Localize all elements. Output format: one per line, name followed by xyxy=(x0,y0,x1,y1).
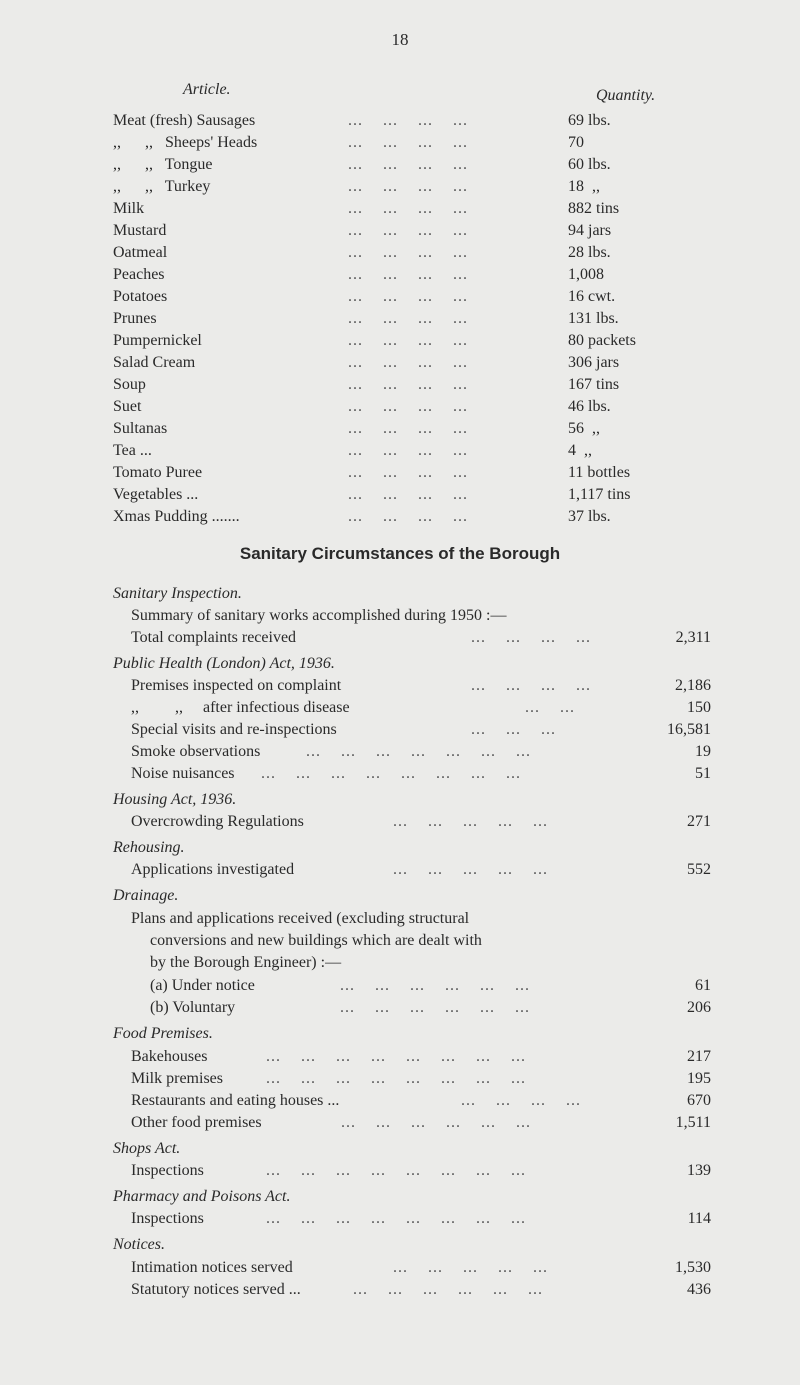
stat-label: Bakehouses xyxy=(131,1048,208,1065)
article-column-header: Article. xyxy=(183,81,231,98)
quantity-column-header: Quantity. xyxy=(596,87,656,104)
stat-label: Inspections xyxy=(131,1162,204,1179)
article-row: Salad Cream ... ... ... ... 306 jars xyxy=(113,352,713,374)
article-name: Prunes xyxy=(113,310,157,327)
shops-act-heading: Shops Act. xyxy=(113,1140,181,1157)
stat-label: Total complaints received xyxy=(131,629,297,646)
stat-value: 206 xyxy=(687,999,711,1016)
article-quantity: 11 bottles xyxy=(568,464,631,481)
stat-row: Total complaints received ... ... ... ... 2,311 xyxy=(131,627,711,649)
article-quantity: 306 jars xyxy=(568,354,620,371)
pharmacy-heading: Pharmacy and Poisons Act. xyxy=(113,1188,291,1205)
stat-row: ,, ,, after infectious disease ... ... 150 xyxy=(131,697,711,719)
stat-row: Statutory notices served ... ... ... ... ... ... ... 436 xyxy=(131,1279,711,1301)
stat-row: Premises inspected on complaint ... ... ... ... 2,186 xyxy=(131,675,711,697)
stat-row: (b) Voluntary ... ... ... ... ... ... 206 xyxy=(150,997,711,1019)
stat-label: Other food premises xyxy=(131,1114,262,1131)
housing-heading: Housing Act, 1936. xyxy=(113,791,237,808)
stat-row: Applications investigated ... ... ... ... ... 552 xyxy=(131,859,711,881)
article-name: Vegetables ... xyxy=(113,486,199,503)
section-title: Sanitary Circumstances of the Borough xyxy=(239,544,561,563)
stat-row: Milk premises ... ... ... ... ... ... ... ... 195 xyxy=(131,1068,711,1090)
article-quantity: 28 lbs. xyxy=(568,244,611,261)
article-name: Oatmeal xyxy=(113,244,168,261)
article-name: Tea ... xyxy=(113,442,152,459)
stat-value: 114 xyxy=(687,1210,711,1227)
stat-value: 552 xyxy=(687,861,711,878)
summary-line: Summary of sanitary works accomplished during 1950 :— xyxy=(131,607,507,624)
sanitary-inspection-heading: Sanitary Inspection. xyxy=(113,585,242,602)
article-quantity: 94 jars xyxy=(568,222,612,239)
stat-label: Restaurants and eating houses ... xyxy=(131,1092,340,1109)
article-quantity: 60 lbs. xyxy=(568,156,611,173)
article-name: Mustard xyxy=(113,222,167,239)
article-row: Sultanas ... ... ... ... 56 ,, xyxy=(113,418,713,440)
article-quantity: 46 lbs. xyxy=(568,398,611,415)
stat-row: Smoke observations ... ... ... ... ... ... ... 19 xyxy=(131,741,711,763)
article-name: Milk xyxy=(113,200,145,217)
stat-value: 19 xyxy=(695,743,711,760)
article-row: Prunes ... ... ... ... 131 lbs. xyxy=(113,308,713,330)
article-name: Potatoes xyxy=(113,288,168,305)
article-quantity: 1,008 xyxy=(568,266,604,283)
article-quantity: 1,117 tins xyxy=(568,486,631,503)
stat-label: Smoke observations xyxy=(131,743,261,760)
stat-row: Inspections ... ... ... ... ... ... ... ... 139 xyxy=(131,1160,711,1182)
article-name: ,, ,, Tongue xyxy=(113,156,213,173)
stat-row: Other food premises ... ... ... ... ... ... 1,511 xyxy=(131,1112,711,1134)
drainage-text-line: by the Borough Engineer) :— xyxy=(150,954,342,971)
stat-value: 670 xyxy=(687,1092,711,1109)
stat-value: 1,530 xyxy=(675,1259,711,1276)
article-name: Meat (fresh) Sausages xyxy=(113,112,256,129)
stat-label: (a) Under notice xyxy=(150,977,255,994)
article-quantity: 882 tins xyxy=(568,200,620,217)
article-name: Sultanas xyxy=(113,420,168,437)
stat-row: Intimation notices served ... ... ... ... ... 1,530 xyxy=(131,1257,711,1279)
stat-value: 16,581 xyxy=(667,721,711,738)
article-quantity: 4 ,, xyxy=(568,442,592,459)
stat-label: (b) Voluntary xyxy=(150,999,236,1016)
public-health-heading: Public Health (London) Act, 1936. xyxy=(113,655,335,672)
article-row: Mustard ... ... ... ... 94 jars xyxy=(113,220,713,242)
stat-label: Overcrowding Regulations xyxy=(131,813,304,830)
article-row: Pumpernickel ... ... ... ... 80 packets xyxy=(113,330,713,352)
stat-value: 61 xyxy=(695,977,711,994)
article-quantity: 56 ,, xyxy=(568,420,600,437)
stat-label: Premises inspected on complaint xyxy=(131,677,342,694)
stat-value: 2,186 xyxy=(675,677,711,694)
notices-heading: Notices. xyxy=(113,1236,165,1253)
stat-row: Overcrowding Regulations ... ... ... ... ... 271 xyxy=(131,811,711,833)
article-quantity: 131 lbs. xyxy=(568,310,619,327)
article-name: ,, ,, Sheeps' Heads xyxy=(113,134,258,151)
stat-row: Inspections ... ... ... ... ... ... ... ... 114 xyxy=(131,1208,711,1230)
stat-row: Noise nuisances ... ... ... ... ... ... ... ... 51 xyxy=(131,763,711,785)
article-name: Pumpernickel xyxy=(113,332,202,349)
article-quantity: 16 cwt. xyxy=(568,288,616,305)
stat-value: 217 xyxy=(687,1048,711,1065)
article-row: ,, ,, Sheeps' Heads ... ... ... ... 70 xyxy=(113,132,713,154)
article-row: Tea ... ... ... ... ... 4 ,, xyxy=(113,440,713,462)
stat-label: Inspections xyxy=(131,1210,204,1227)
article-quantity: 80 packets xyxy=(568,332,636,349)
article-name: Tomato Puree xyxy=(113,464,203,481)
stat-value: 2,311 xyxy=(675,629,711,646)
food-premises-heading: Food Premises. xyxy=(113,1025,213,1042)
stat-label: Statutory notices served ... xyxy=(131,1281,301,1298)
article-row: Oatmeal ... ... ... ... 28 lbs. xyxy=(113,242,713,264)
article-row: ,, ,, Turkey ... ... ... ... 18 ,, xyxy=(113,176,713,198)
stat-label: Milk premises xyxy=(131,1070,223,1087)
article-quantity: 167 tins xyxy=(568,376,620,393)
stat-label: Noise nuisances xyxy=(131,765,235,782)
stat-row: Bakehouses ... ... ... ... ... ... ... ... 217 xyxy=(131,1046,711,1068)
stat-label: Applications investigated xyxy=(131,861,295,878)
stat-label: Intimation notices served xyxy=(131,1259,293,1276)
article-name: Suet xyxy=(113,398,142,415)
article-name: Xmas Pudding ....... xyxy=(113,508,240,525)
stat-value: 139 xyxy=(687,1162,711,1179)
article-quantity: 37 lbs. xyxy=(568,508,611,525)
stat-value: 1,511 xyxy=(675,1114,711,1131)
drainage-text-line: Plans and applications received (excluding structural xyxy=(131,910,470,927)
article-row: Suet ... ... ... ... 46 lbs. xyxy=(113,396,713,418)
article-row: Xmas Pudding ....... ... ... ... ... 37 lbs. xyxy=(113,506,713,528)
article-row: Soup ... ... ... ... 167 tins xyxy=(113,374,713,396)
stat-value: 150 xyxy=(687,699,711,716)
article-row: Milk ... ... ... ... 882 tins xyxy=(113,198,713,220)
article-row: Tomato Puree ... ... ... ... 11 bottles xyxy=(113,462,713,484)
stat-value: 271 xyxy=(687,813,711,830)
article-name: ,, ,, Turkey xyxy=(113,178,211,195)
page-number: 18 xyxy=(391,30,409,49)
article-name: Soup xyxy=(113,376,146,393)
stat-label: ,, ,, after infectious disease xyxy=(131,699,350,716)
rehousing-heading: Rehousing. xyxy=(113,839,185,856)
article-quantity: 69 lbs. xyxy=(568,112,611,129)
stat-row: (a) Under notice ... ... ... ... ... ... 61 xyxy=(150,975,711,997)
article-row: ,, ,, Tongue ... ... ... ... 60 lbs. xyxy=(113,154,713,176)
drainage-text-line: conversions and new buildings which are dealt with xyxy=(150,932,482,949)
stat-row: Special visits and re-inspections ... ... ... 16,581 xyxy=(131,719,711,741)
article-name: Peaches xyxy=(113,266,165,283)
stat-row: Restaurants and eating houses ... ... ... ... ... 670 xyxy=(131,1090,711,1112)
stat-label: Special visits and re-inspections xyxy=(131,721,337,738)
stat-value: 51 xyxy=(695,765,711,782)
stat-value: 195 xyxy=(687,1070,711,1087)
article-quantity: 70 xyxy=(568,134,584,151)
article-row: Vegetables ... ... ... ... ... 1,117 tins xyxy=(113,484,713,506)
article-row: Meat (fresh) Sausages ... ... ... ... 69 lbs. xyxy=(113,110,713,132)
stat-value: 436 xyxy=(687,1281,711,1298)
article-name: Salad Cream xyxy=(113,354,196,371)
article-row: Potatoes ... ... ... ... 16 cwt. xyxy=(113,286,713,308)
article-row: Peaches ... ... ... ... 1,008 xyxy=(113,264,713,286)
drainage-heading: Drainage. xyxy=(113,887,179,904)
article-quantity: 18 ,, xyxy=(568,178,600,195)
